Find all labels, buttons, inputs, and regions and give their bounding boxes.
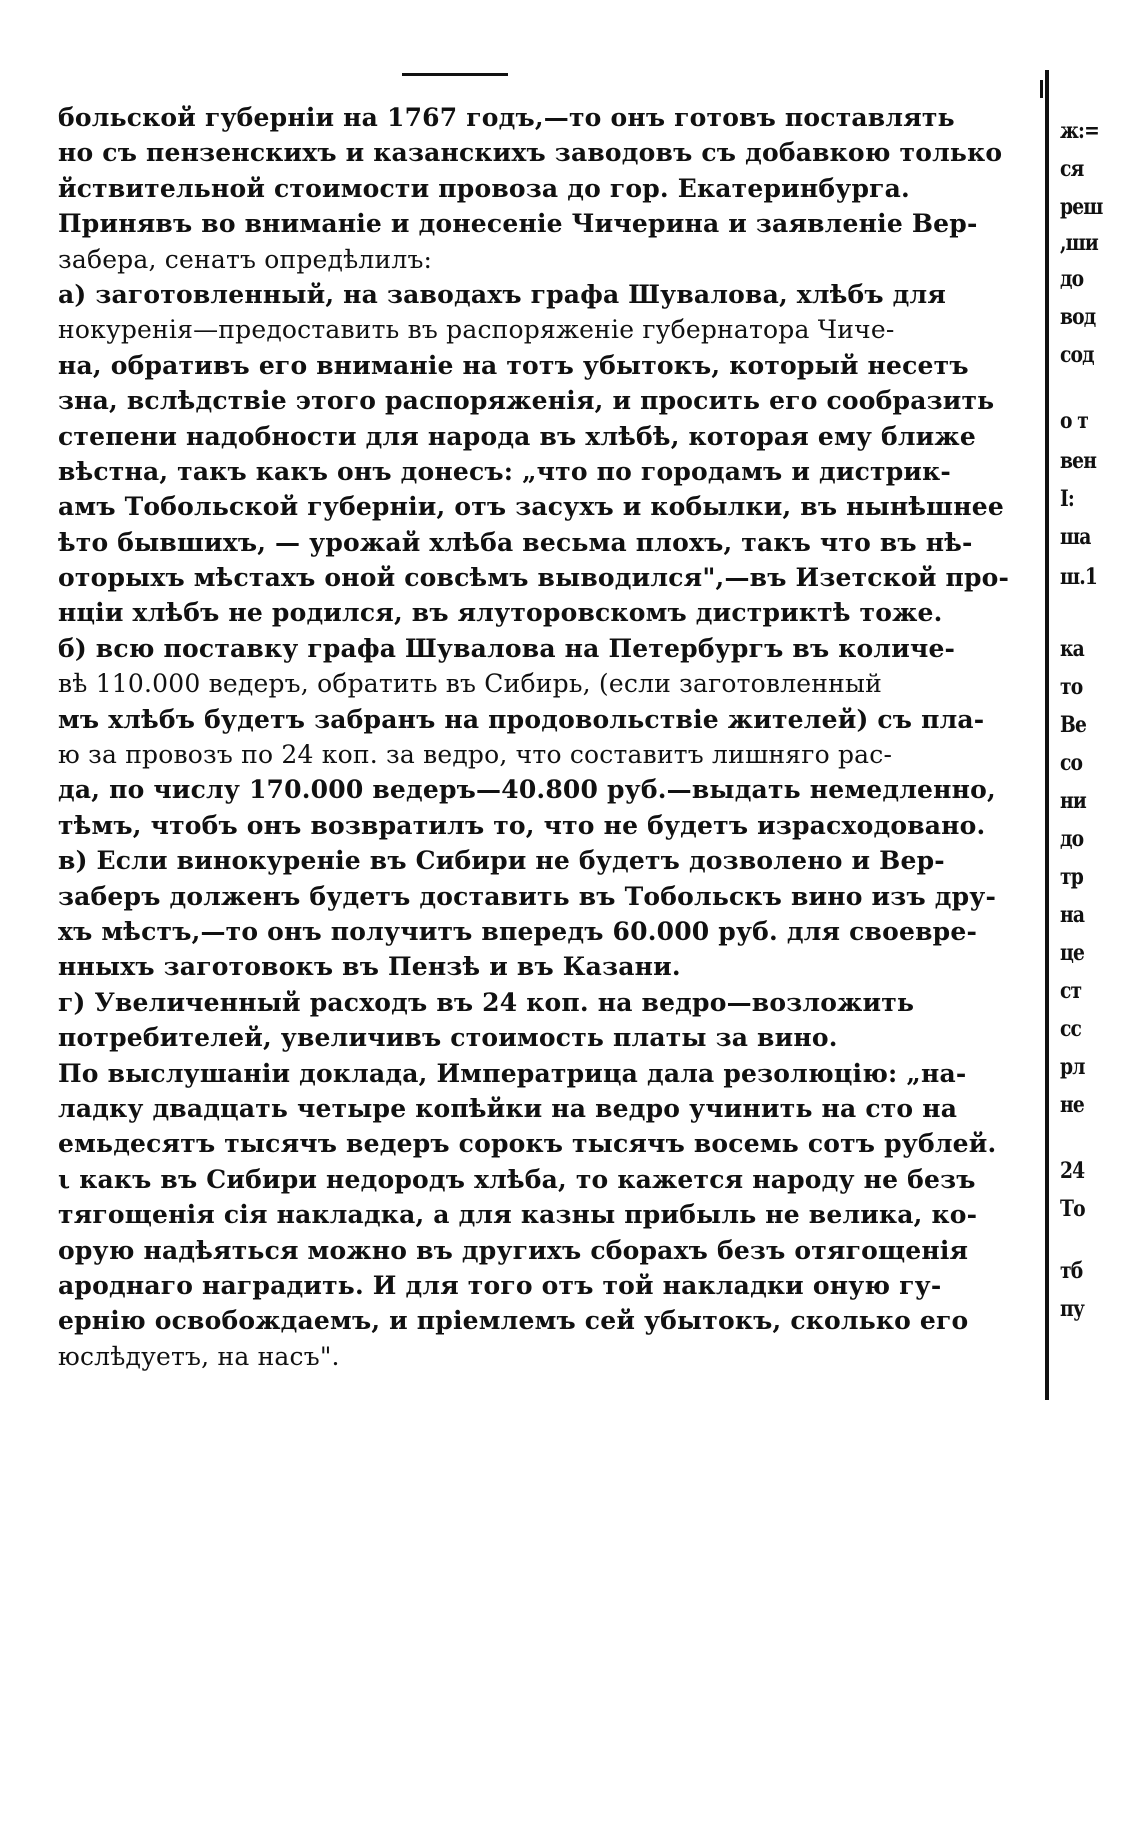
text-line: оторыхъ мѣстахъ оной совсѣмъ выводился",—въ Изетской про- [58,563,1010,593]
adjacent-page-fragment: о т [1060,408,1089,434]
text-line: заберъ долженъ будетъ доставить въ Тобольскъ вино изъ дру- [58,881,997,911]
adjacent-page-fragment: на [1060,902,1085,928]
top-rule [402,73,508,76]
text-line: По выслушаніи доклада, Императрица дала резолюцію: „на- [58,1058,967,1088]
adjacent-page-fragment: сод [1060,342,1094,368]
adjacent-page-fragment: ся [1060,156,1084,182]
adjacent-page-fragment: сс [1060,1016,1082,1042]
page-fold-rule [1045,70,1049,1400]
adjacent-page-fragment: тр [1060,864,1083,890]
adjacent-page-fragment: вод [1060,304,1096,330]
text-line: нныхъ заготовокъ въ Пензѣ и въ Казани. [58,952,681,982]
adjacent-page-fragment: Ве [1060,712,1087,738]
text-line: вѣстна, такъ какъ онъ донесъ: „что по городамъ и дистрик- [58,456,951,486]
text-line: ю за провозъ по 24 коп. за ведро, что составитъ лишняго рас- [58,740,893,770]
text-line: ι какъ въ Сибири недородъ хлѣба, то кажется народу не безъ [58,1164,976,1194]
text-line: ѣто бывшихъ, — урожай хлѣба весьма плохъ, такъ что въ нѣ- [58,527,973,557]
adjacent-page-fragment: до [1060,266,1084,292]
text-line: степени надобности для народа въ хлѣбѣ, которая ему ближе [58,421,976,451]
adjacent-page-fragment: ж:= [1060,118,1099,144]
text-line: ладку двадцать четыре копѣйки на ведро учинить на сто на [58,1093,958,1123]
adjacent-page-fragment: рл [1060,1054,1085,1080]
right-rule-tick [1040,80,1043,98]
text-line: потребителей, увеличивъ стоимость платы за вино. [58,1023,838,1053]
text-line: тягощенія сія накладка, а для казны прибыль не велика, ко- [58,1200,978,1230]
adjacent-page-fragment: ,ши [1060,230,1098,256]
text-line: но съ пензенскихъ и казанскихъ заводовъ съ добавкою только [58,138,1003,168]
adjacent-page-fragment: ст [1060,978,1082,1004]
adjacent-page-fragment: То [1060,1196,1085,1222]
text-line: больской губерніи на 1767 годъ,—то онъ готовъ поставлять [58,103,955,132]
text-line: мъ хлѣбъ будетъ забранъ на продовольствіе жителей) съ пла- [58,704,985,734]
adjacent-page-fragment: ка [1060,636,1084,662]
adjacent-page-fragment: тб [1060,1258,1083,1284]
text-line: нціи хлѣбъ не родился, въ ялуторовскомъ дистриктѣ тоже. [58,598,943,628]
text-line: да, по числу 170.000 ведеръ—40.800 руб.—выдать немедленно, [58,775,996,805]
text-line: Принявъ во вниманіе и донесеніе Чичерина и заявленіе Вер- [58,209,978,239]
adjacent-page-fragment: ша [1060,524,1091,550]
adjacent-page-fragment: то [1060,674,1083,700]
main-text-block [58,100,1010,1374]
text-line: в) Если винокуреніе въ Сибири не будетъ дозволено и Вер- [58,846,945,876]
adjacent-page-fragment: со [1060,750,1083,776]
text-line: зна, вслѣдствіе этого распоряженія, и просить его сообразить [58,386,995,416]
text-line: емьдесятъ тысячъ ведеръ сорокъ тысячъ восемь сотъ рублей. [58,1129,997,1159]
text-line: вѣ 110.000 ведеръ, обратить въ Сибирь, (если заготовленный [58,669,882,699]
adjacent-page-fragment: І: [1060,486,1074,512]
adjacent-page-fragment: не [1060,1092,1084,1118]
text-line: тѣмъ, чтобъ онъ возвратилъ то, что не будетъ израсходовано. [58,810,986,840]
text-line: амъ Тобольской губерніи, отъ засухъ и кобылки, въ нынѣшнее [58,492,1004,522]
adjacent-page-fragment: реш [1060,194,1103,220]
text-line: юслѣдуетъ, на насъ". [58,1341,340,1371]
text-line: забера, сенатъ опредѣлилъ: [58,244,433,274]
adjacent-page-fragment: 24 [1060,1158,1085,1184]
text-line: на, обративъ его вниманіе на тотъ убытокъ, который несетъ [58,350,969,380]
text-line: нокуренія—предоставить въ распоряженіе губернатора Чиче- [58,315,895,345]
adjacent-page-fragment: ни [1060,788,1086,814]
adjacent-page-fragment: до [1060,826,1084,852]
adjacent-page-fragment: ш.1 [1060,564,1098,590]
text-line: йствительной стоимости провоза до гор. Екатеринбурга. [58,173,910,203]
adjacent-page-fragment: вен [1060,448,1097,474]
adjacent-page-fragment: це [1060,940,1085,966]
text-line: ернію освобождаемъ, и пріемлемъ сей убытокъ, сколько его [58,1306,969,1336]
text-line: хъ мѣстъ,—то онъ получитъ впередъ 60.000 руб. для своевре- [58,916,978,946]
text-line: б) всю поставку графа Шувалова на Петербургъ въ количе- [58,633,956,663]
text-line: г) Увеличенный расходъ въ 24 коп. на ведро—возложить [58,987,915,1017]
text-line: а) заготовленный, на заводахъ графа Шувалова, хлѣбъ для [58,279,947,309]
text-line: орую надѣяться можно въ другихъ сборахъ безъ отягощенія [58,1235,969,1265]
text-line: ароднаго наградить. И для того отъ той накладки оную гу- [58,1270,942,1300]
adjacent-page-fragment: пу [1060,1296,1084,1322]
